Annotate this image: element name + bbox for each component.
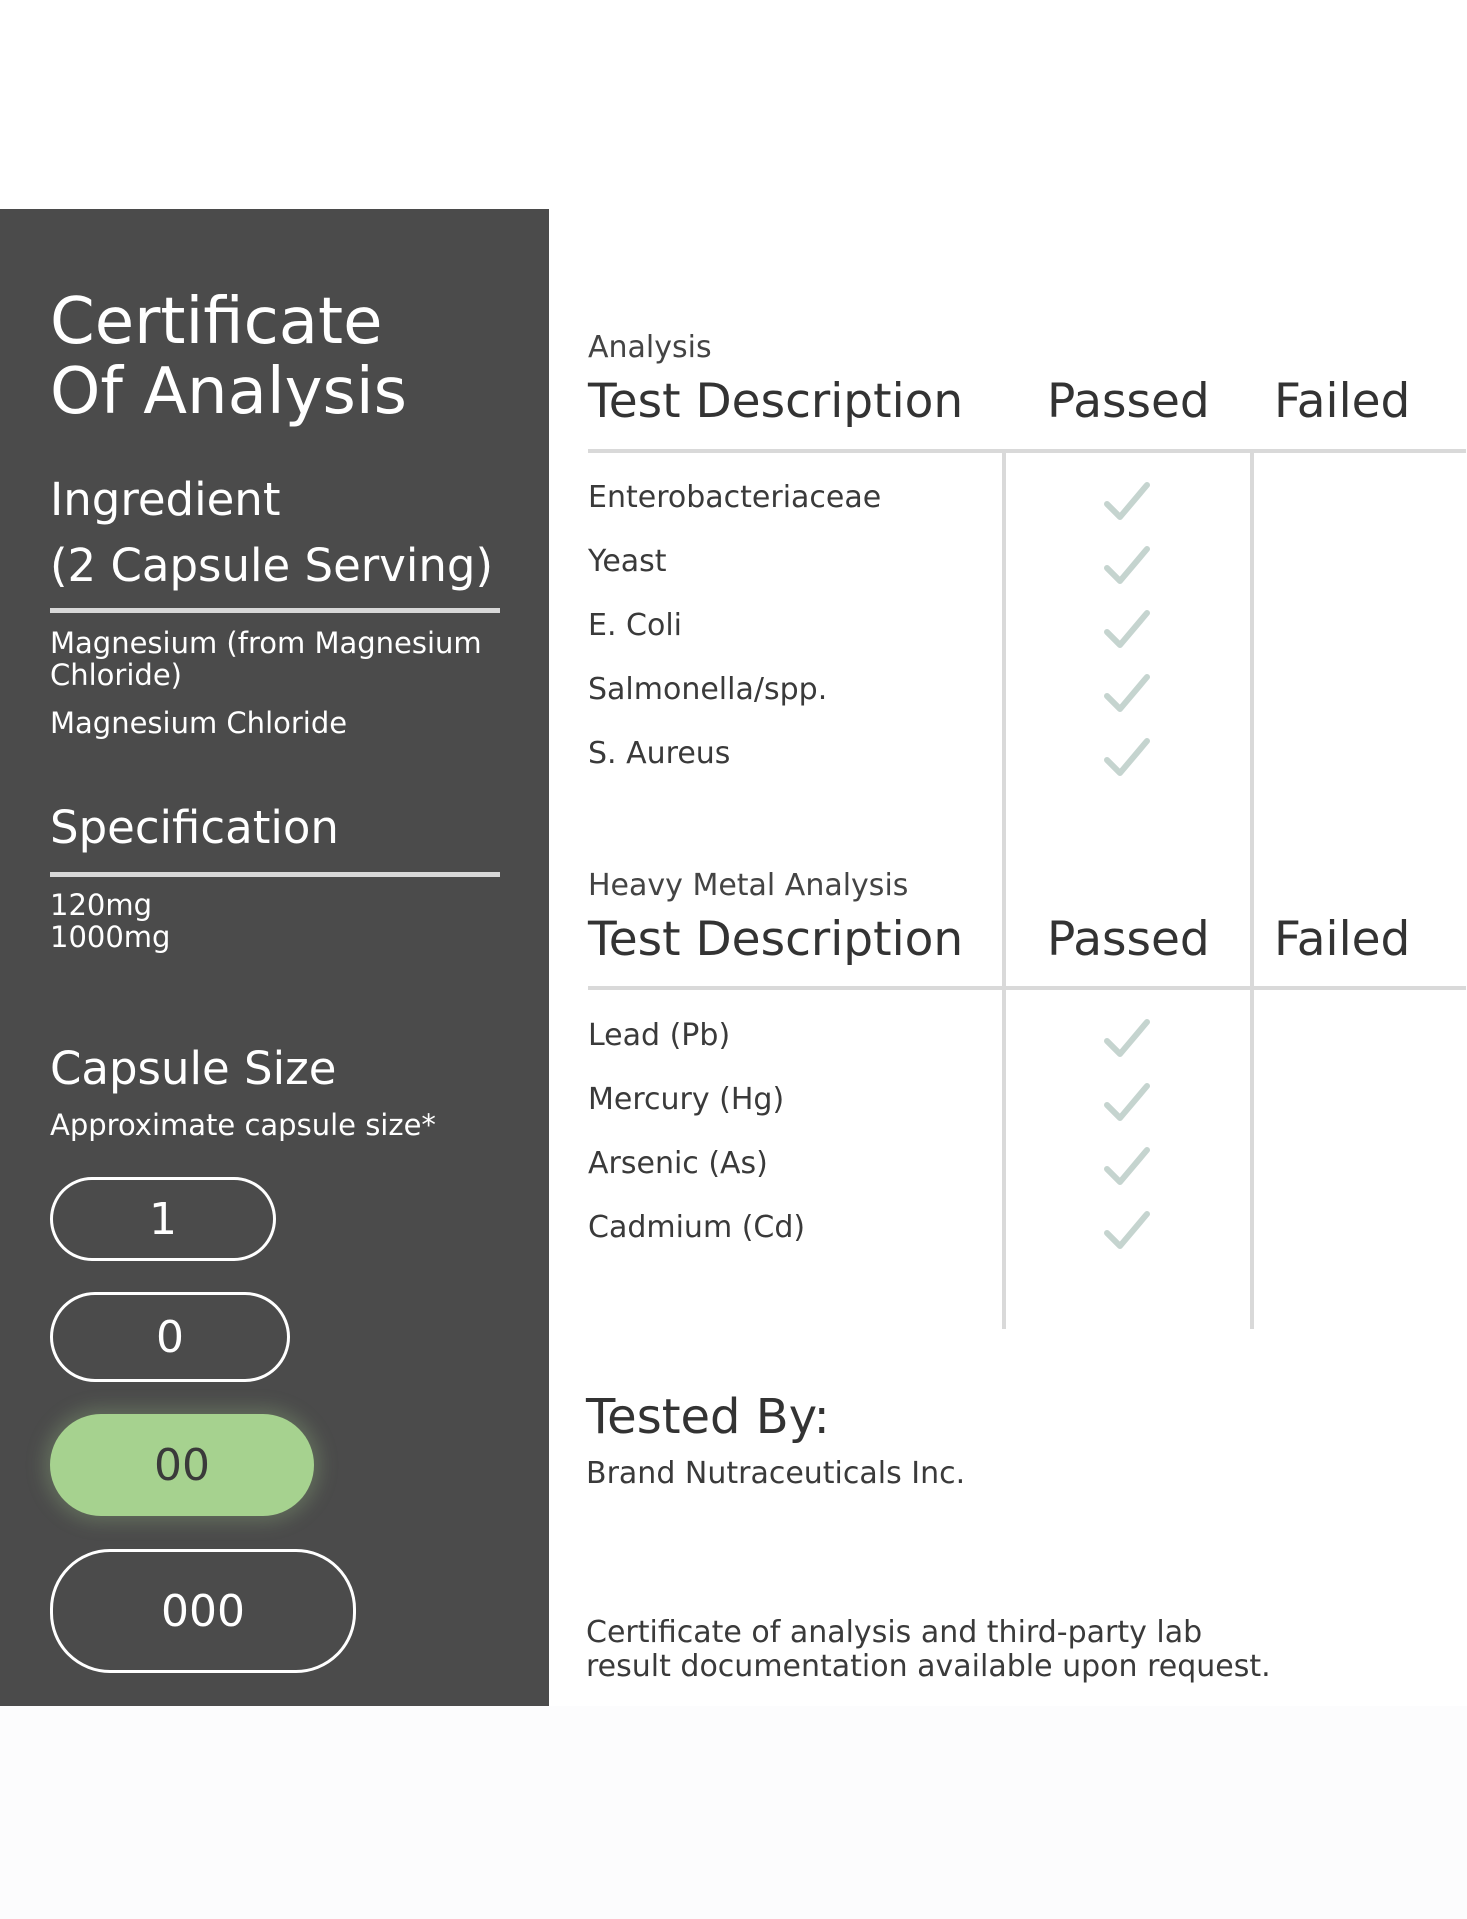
bottom-background: [0, 1706, 1467, 1919]
check-icon: [1104, 1147, 1150, 1187]
ingredient-divider: [50, 608, 500, 613]
analysis-col-failed: Failed: [1274, 374, 1411, 429]
page-title: [50, 287, 407, 427]
tested-by-company: Brand Nutraceuticals Inc.: [586, 1456, 966, 1491]
heavy-metal-row-label: Arsenic (As): [588, 1146, 768, 1181]
left-panel: [0, 209, 549, 1706]
analysis-header-divider: [588, 449, 1466, 453]
check-icon: [1104, 738, 1150, 778]
heavy-metal-col-passed: Passed: [1047, 912, 1210, 967]
column-divider: [1002, 449, 1006, 1329]
footnote-line-2: result documentation available upon request.: [586, 1649, 1271, 1684]
ingredient-item: Magnesium (from Magnesium: [50, 626, 482, 660]
check-icon: [1104, 610, 1150, 650]
analysis-col-test: Test Description: [588, 374, 964, 429]
footnote-line-1: Certificate of analysis and third-party lab: [586, 1615, 1203, 1650]
check-icon: [1104, 1083, 1150, 1123]
ingredient-heading-line-2: (2 Capsule Serving): [50, 539, 494, 592]
analysis-col-passed: Passed: [1047, 374, 1210, 429]
specification-heading: Specification: [50, 801, 339, 854]
capsule-size-0[interactable]: 0: [50, 1292, 290, 1382]
analysis-row-label: Enterobacteriaceae: [588, 480, 882, 515]
capsule-size-000[interactable]: 000: [50, 1549, 356, 1673]
ingredient-item: Chloride): [50, 658, 182, 692]
column-divider: [1250, 449, 1254, 1329]
title-line-1: Certificate: [50, 285, 383, 359]
heavy-metal-row-label: Lead (Pb): [588, 1018, 731, 1053]
specification-divider: [50, 872, 500, 877]
analysis-row-label: Yeast: [588, 544, 667, 579]
heavy-metal-col-test: Test Description: [588, 912, 964, 967]
title-line-2: Of Analysis: [50, 355, 407, 429]
check-icon: [1104, 482, 1150, 522]
ingredient-heading: [50, 467, 493, 599]
tested-by-heading: Tested By:: [586, 1389, 830, 1445]
heavy-metal-header-divider: [588, 986, 1466, 990]
analysis-section-label: Analysis: [588, 330, 712, 365]
analysis-row-label: E. Coli: [588, 608, 682, 643]
analysis-row-label: Salmonella/spp.: [588, 672, 828, 707]
specification-item: 120mg: [50, 888, 153, 922]
check-icon: [1104, 1211, 1150, 1251]
capsule-size-heading: Capsule Size: [50, 1042, 337, 1095]
heavy-metal-row-label: Mercury (Hg): [588, 1082, 785, 1117]
ingredient-item: Magnesium Chloride: [50, 706, 348, 740]
check-icon: [1104, 674, 1150, 714]
capsule-size-subtitle: Approximate capsule size*: [50, 1108, 436, 1142]
check-icon: [1104, 546, 1150, 586]
ingredient-heading-line-1: Ingredient: [50, 473, 281, 526]
heavy-metal-row-label: Cadmium (Cd): [588, 1210, 806, 1245]
specification-item: 1000mg: [50, 920, 171, 954]
analysis-row-label: S. Aureus: [588, 736, 731, 771]
heavy-metal-section-label: Heavy Metal Analysis: [588, 868, 909, 903]
heavy-metal-col-failed: Failed: [1274, 912, 1411, 967]
footnote: [586, 1616, 1306, 1684]
capsule-size-1[interactable]: 1: [50, 1177, 276, 1261]
capsule-size-00-selected[interactable]: 00: [50, 1414, 314, 1516]
check-icon: [1104, 1019, 1150, 1059]
